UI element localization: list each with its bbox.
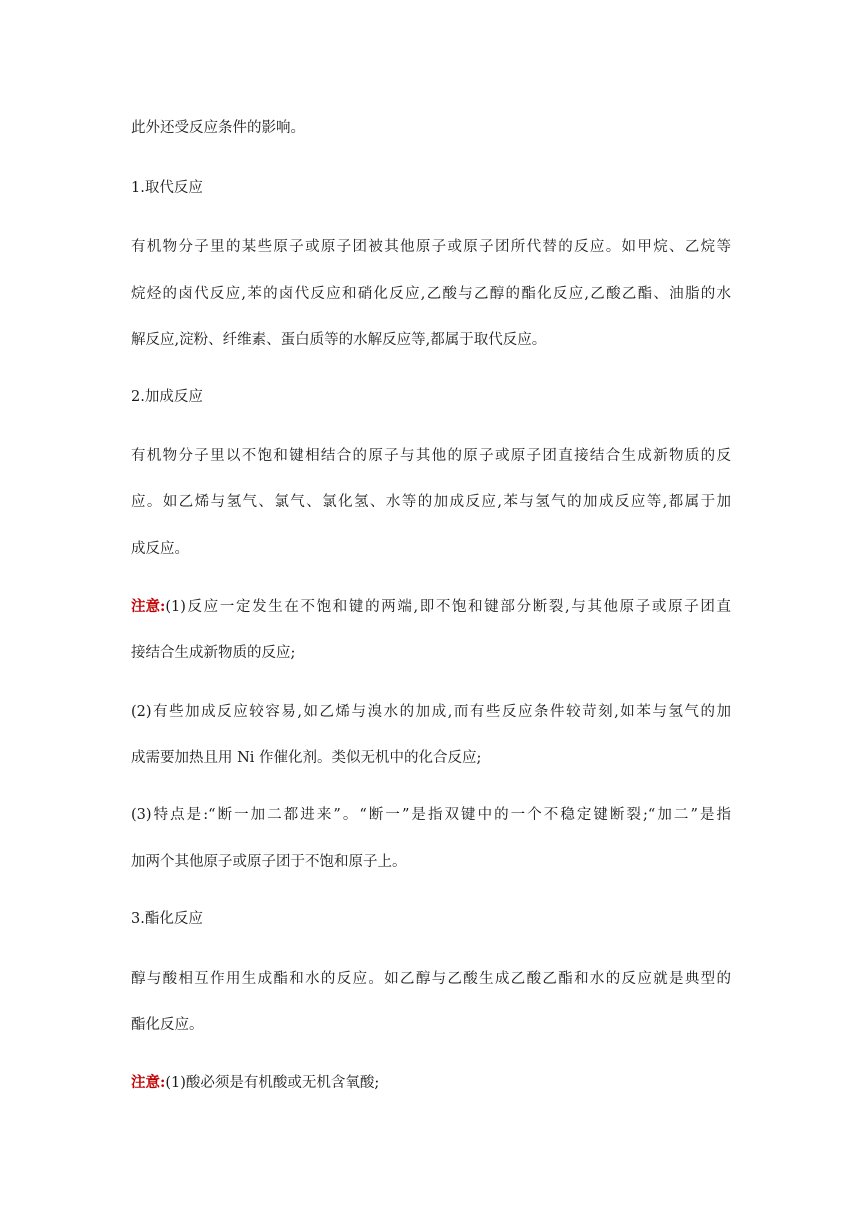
- paragraph-line: 成反应。: [131, 541, 189, 557]
- note-label: 注意:: [131, 598, 166, 615]
- paragraph-line: 有机物分子里以不饱和键相结合的原子与其他的原子或原子团直接结合生成新物质的反: [131, 448, 731, 464]
- paragraph-line: 酯化反应。: [131, 1017, 204, 1033]
- paragraph-line: (3)特点是:“断一加二都进来”。“断一”是指双键中的一个不稳定键断裂;“加二”是指: [131, 807, 731, 823]
- paragraph-line: 应。如乙烯与氢气、氯气、氯化氢、水等的加成反应,苯与氢气的加成反应等,都属于加: [131, 494, 731, 510]
- paragraph-line: 成需要加热且用 Ni 作催化剂。类似无机中的化合反应;: [131, 750, 482, 766]
- note-line: [131, 597, 731, 617]
- paragraph-line: 醇与酸相互作用生成酯和水的反应。如乙醇与乙酸生成乙酸乙酯和水的反应就是典型的: [131, 971, 731, 987]
- paragraph-line: 此外还受反应条件的影响。: [131, 120, 305, 136]
- paragraph-line: (1)酸必须是有机酸或无机含氧酸;: [165, 1075, 380, 1091]
- paragraph-line: 接结合生成新物质的反应;: [131, 645, 296, 661]
- section-heading: 3.酯化反应: [131, 911, 203, 927]
- paragraph-line: 烷烃的卤代反应,苯的卤代反应和硝化反应,乙酸与乙醇的酯化反应,乙酸乙酯、油脂的水: [131, 286, 731, 302]
- paragraph-line: 有机物分子里的某些原子或原子团被其他原子或原子团所代替的反应。如甲烷、乙烷等: [131, 239, 731, 255]
- note-label: 注意:: [131, 1074, 166, 1091]
- section-heading: 1.取代反应: [131, 180, 203, 196]
- paragraph-line: 解反应,淀粉、纤维素、蛋白质等的水解反应等,都属于取代反应。: [131, 332, 547, 348]
- paragraph-line: (2)有些加成反应较容易,如乙烯与溴水的加成,而有些反应条件较苛刻,如苯与氢气的加: [131, 704, 731, 720]
- section-heading: 2.加成反应: [131, 389, 203, 405]
- paragraph-line: (1)反应一定发生在不饱和键的两端,即不饱和键部分断裂,与其他原子或原子团直: [165, 599, 731, 615]
- note-line: [131, 1073, 731, 1093]
- paragraph-line: 加两个其他原子或原子团于不饱和原子上。: [131, 854, 407, 870]
